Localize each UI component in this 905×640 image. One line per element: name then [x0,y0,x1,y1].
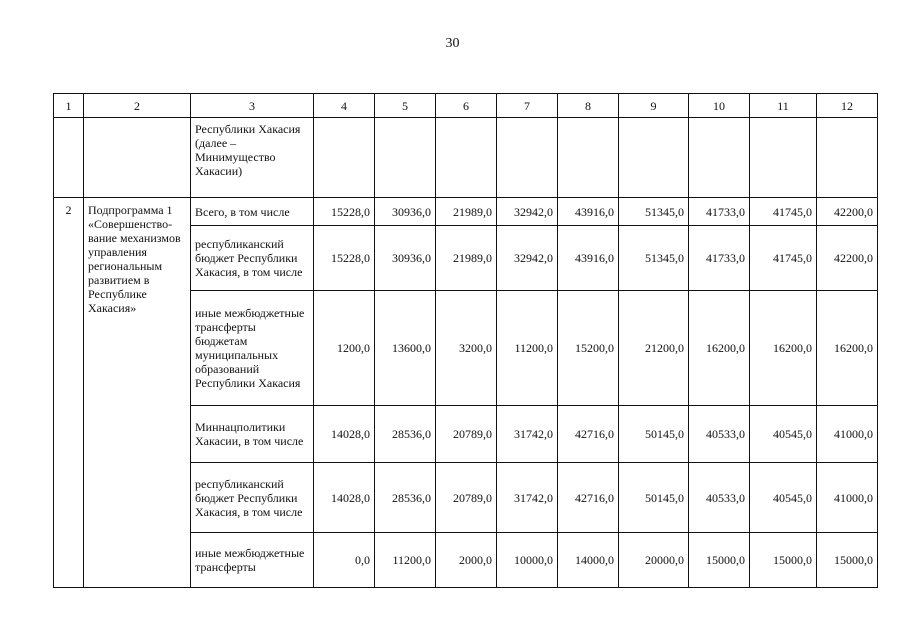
empty-cell [689,118,750,198]
value-cell: 3200,0 [436,291,497,406]
value-cell: 15200,0 [558,291,619,406]
value-cell: 40545,0 [750,406,817,463]
value-cell: 51345,0 [619,198,689,226]
value-cell: 16200,0 [750,291,817,406]
continuation-text: Республики Хакасия (далее – Минимущество Хакасии) [191,118,314,198]
value-cell: 42200,0 [817,226,878,291]
value-cell: 31742,0 [497,463,558,533]
value-cell: 41733,0 [689,198,750,226]
empty-cell [619,118,689,198]
value-cell: 50145,0 [619,463,689,533]
value-cell: 41745,0 [750,198,817,226]
value-cell: 14028,0 [314,463,375,533]
header-cell: 4 [314,94,375,118]
header-cell: 9 [619,94,689,118]
value-cell: 11200,0 [375,533,436,588]
value-cell: 20000,0 [619,533,689,588]
empty-cell [817,118,878,198]
value-cell: 51345,0 [619,226,689,291]
empty-cell [375,118,436,198]
empty-cell [314,118,375,198]
value-cell: 41000,0 [817,463,878,533]
value-cell: 15228,0 [314,226,375,291]
value-cell: 32942,0 [497,226,558,291]
value-cell: 42200,0 [817,198,878,226]
header-cell: 10 [689,94,750,118]
value-cell: 42716,0 [558,463,619,533]
page-number: 30 [445,36,460,51]
program-name: Подпрограмма 1 «Совершенство-вание механизмов управления региональным развитием в Республике Хакасия» [84,198,191,588]
value-cell: 15228,0 [314,198,375,226]
value-cell: 21989,0 [436,226,497,291]
row-label: иные межбюджетные трансферты бюджетам муниципальных образований Республики Хакасия [191,291,314,406]
empty-cell [497,118,558,198]
continuation-row [54,118,878,198]
value-cell: 14000,0 [558,533,619,588]
empty-cell [84,118,191,198]
table-row [54,198,878,226]
value-cell: 14028,0 [314,406,375,463]
value-cell: 16200,0 [689,291,750,406]
value-cell: 2000,0 [436,533,497,588]
row-label: Всего, в том числе [191,198,314,226]
value-cell: 42716,0 [558,406,619,463]
value-cell: 28536,0 [375,463,436,533]
row-label: республиканский бюджет Республики Хакасия, в том числе [191,226,314,291]
value-cell: 15000,0 [817,533,878,588]
value-cell: 43916,0 [558,198,619,226]
value-cell: 15000,0 [689,533,750,588]
value-cell: 20789,0 [436,406,497,463]
header-cell: 11 [750,94,817,118]
empty-cell [436,118,497,198]
value-cell: 32942,0 [497,198,558,226]
value-cell: 21989,0 [436,198,497,226]
header-cell: 8 [558,94,619,118]
header-cell: 2 [84,94,191,118]
value-cell: 1200,0 [314,291,375,406]
value-cell: 16200,0 [817,291,878,406]
value-cell: 10000,0 [497,533,558,588]
value-cell: 21200,0 [619,291,689,406]
value-cell: 28536,0 [375,406,436,463]
header-cell: 5 [375,94,436,118]
value-cell: 41745,0 [750,226,817,291]
header-cell: 6 [436,94,497,118]
value-cell: 41733,0 [689,226,750,291]
value-cell: 43916,0 [558,226,619,291]
value-cell: 13600,0 [375,291,436,406]
value-cell: 41000,0 [817,406,878,463]
row-label: Миннацполитики Хакасии, в том числе [191,406,314,463]
empty-cell [750,118,817,198]
value-cell: 40533,0 [689,463,750,533]
row-label: республиканский бюджет Республики Хакасия, в том числе [191,463,314,533]
header-cell: 7 [497,94,558,118]
value-cell: 0,0 [314,533,375,588]
value-cell: 40545,0 [750,463,817,533]
row-label: иные межбюджетные трансферты [191,533,314,588]
value-cell: 11200,0 [497,291,558,406]
header-cell: 1 [54,94,84,118]
empty-cell [54,118,84,198]
value-cell: 40533,0 [689,406,750,463]
header-row [54,94,878,118]
value-cell: 15000,0 [750,533,817,588]
program-number: 2 [54,198,84,588]
header-cell: 12 [817,94,878,118]
value-cell: 30936,0 [375,198,436,226]
value-cell: 31742,0 [497,406,558,463]
value-cell: 20789,0 [436,463,497,533]
value-cell: 30936,0 [375,226,436,291]
header-cell: 3 [191,94,314,118]
value-cell: 50145,0 [619,406,689,463]
empty-cell [558,118,619,198]
budget-table [53,93,878,588]
